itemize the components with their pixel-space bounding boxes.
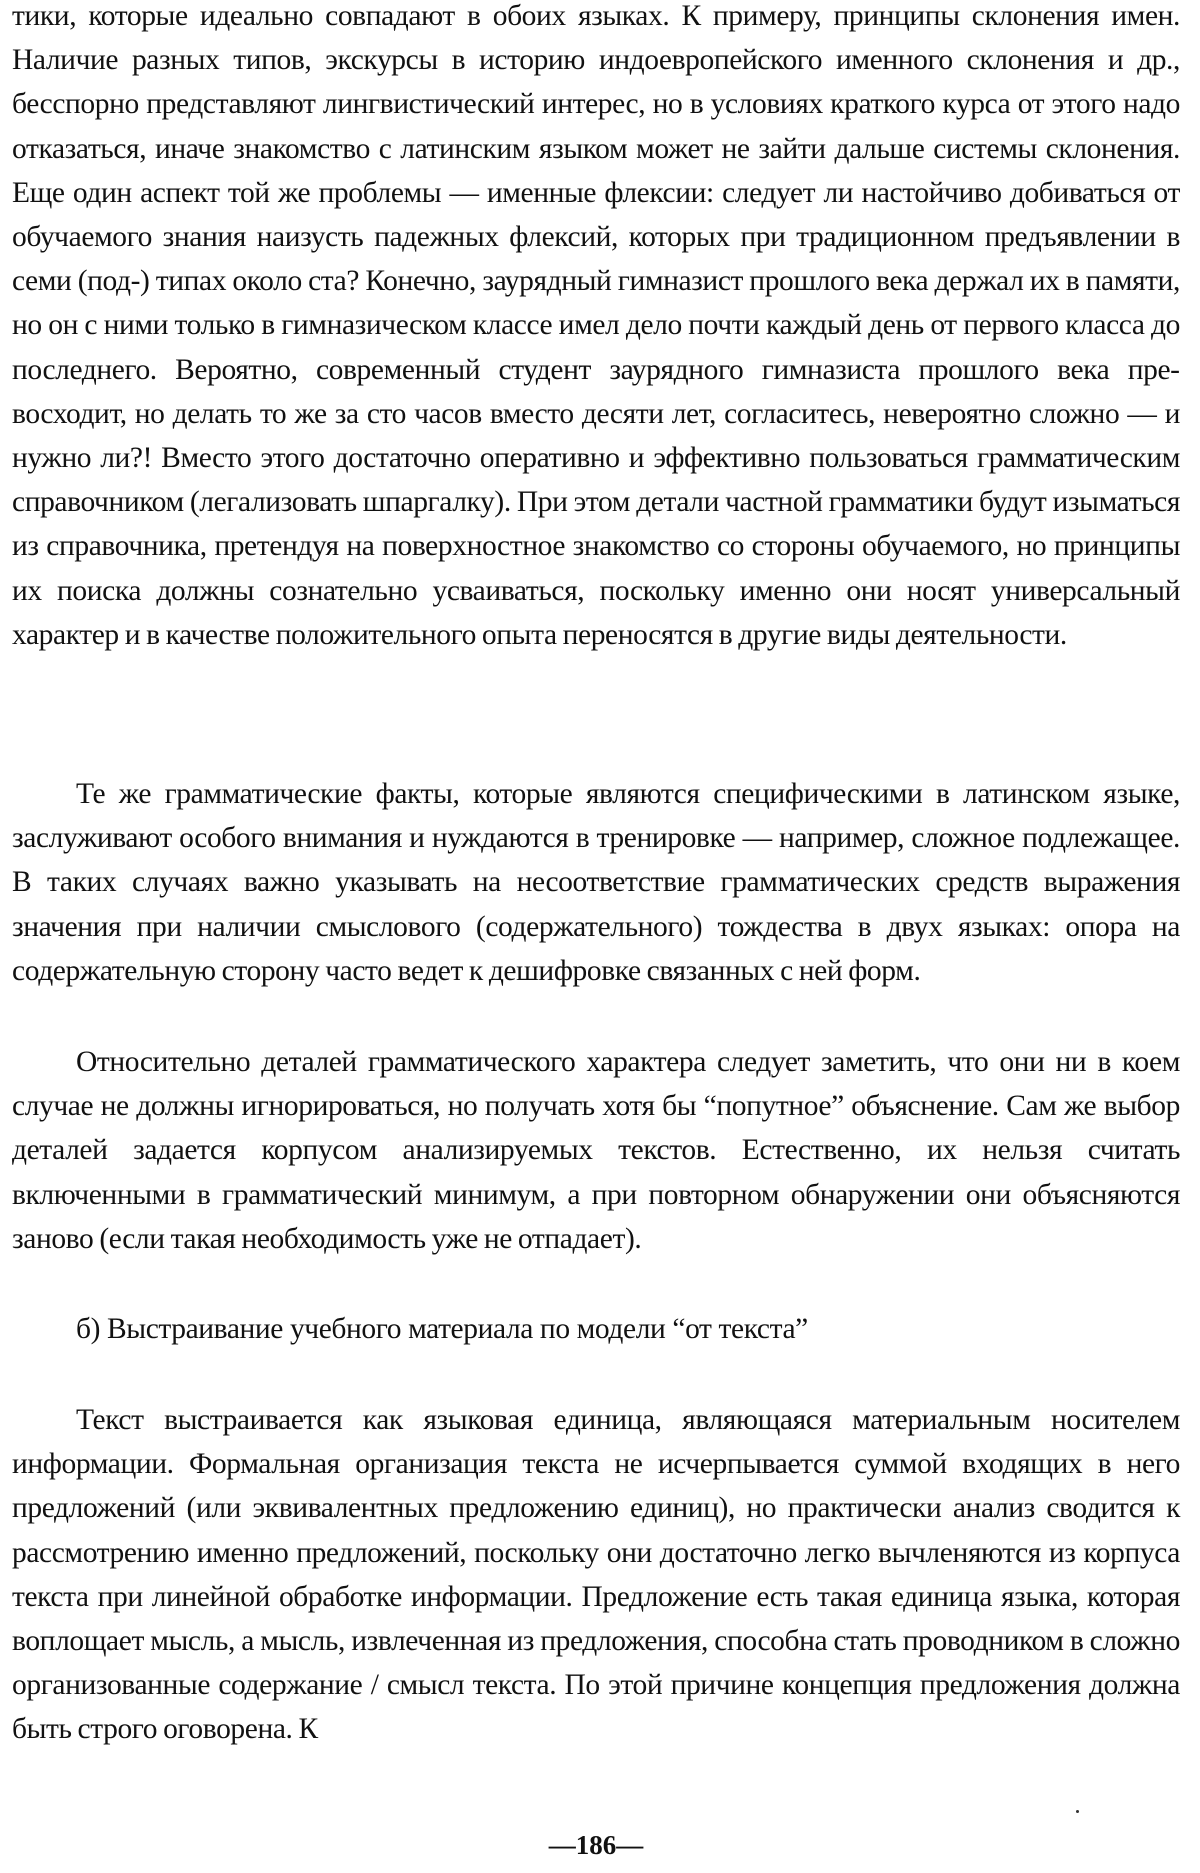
page-number: —186— (548, 1830, 644, 1860)
paragraph-2: Те же грамматические факты, которые являются специфическими в латинском языке, заслуживают особого внимания и нуждаются в тренировке — например, сложное подлежащее. В таких случаях важно указывать на несоответствие грамматических средств выражения значения при наличии смыслового (содержательного) тождества в двух языках: опора на содержательную сторону часто ведет к дешифровке связанных с ней форм. (12, 778, 1180, 987)
paragraph-3: Относительно деталей грамматического характера следует заметить, что они ни в коем случае не должны игнорироваться, но получать хотя бы “попутное” объяснение. Сам же выбор деталей задается корпусом анализируемых текстов. Естественно, их нельзя считать включенными в грамматический минимум, а при повторном обнаружении они объясняются заново (если такая необходимость уже не отпадает). (12, 1046, 1180, 1255)
section-subheading: б) Выстраивание учебного материала по модели “от текста” (76, 1313, 808, 1345)
scan-speck (1076, 1810, 1079, 1813)
paragraph-1: тики, которые идеально совпадают в обоих языках. К примеру, принципы склонения имен. Наличие разных типов, экскурсы в историю индоевропейского именного склонения и др., бесспорно представляют лингвистический интерес, но в условиях краткого курса от этого надо отказаться, иначе знакомство с латинским языком может не зайти дальше системы склонения. Еще один аспект той же проблемы — именные флексии: следует ли настойчиво добиваться от обучаемого знания наизусть падежных флексий, которых при традиционном предъявлении в семи (под-) типах около ста? Конечно, заурядный гимназист прошлого века держал их в памяти, но он с ними только в гимназическом классе имел дело почти каждый день от первого класса до последнего. Вероятно, современный студент заурядного гимназиста прошлого века превосходит, но делать то же за сто часов вместо десяти лет, согласитесь, невероятно сложно — и нужно ли?! Вместо этого достаточно оперативно и эффективно пользоваться грамматическим справочником (легализовать шпаргалку). При этом детали частной грамматики будут изыматься из справочника, претендуя на поверхностное знакомство со стороны обучаемого, но принципы их поиска должны сознательно усваиваться, поскольку именно они носят универсальный характер и в качестве положительного опыта переносятся в другие виды деятельности. (12, 0, 1180, 651)
paragraph-4: Текст выстраивается как языковая единица, являющаяся материальным носителем информации. Формальная организация текста не исчерпывается суммой входящих в него предложений (или эквивалентных предложению единиц), но практически анализ сводится к рассмотрению именно предложений, поскольку они достаточно легко вычленяются из корпуса текста при линейной обработке информации. Предложение есть такая единица языка, которая воплощает мысль, а мысль, извлеченная из предложения, способна стать проводником в сложно организованные содержание / смысл текста. По этой причине концепция предложения должна быть строго оговорена. К (12, 1404, 1180, 1746)
document-page (12, 0, 1180, 1873)
